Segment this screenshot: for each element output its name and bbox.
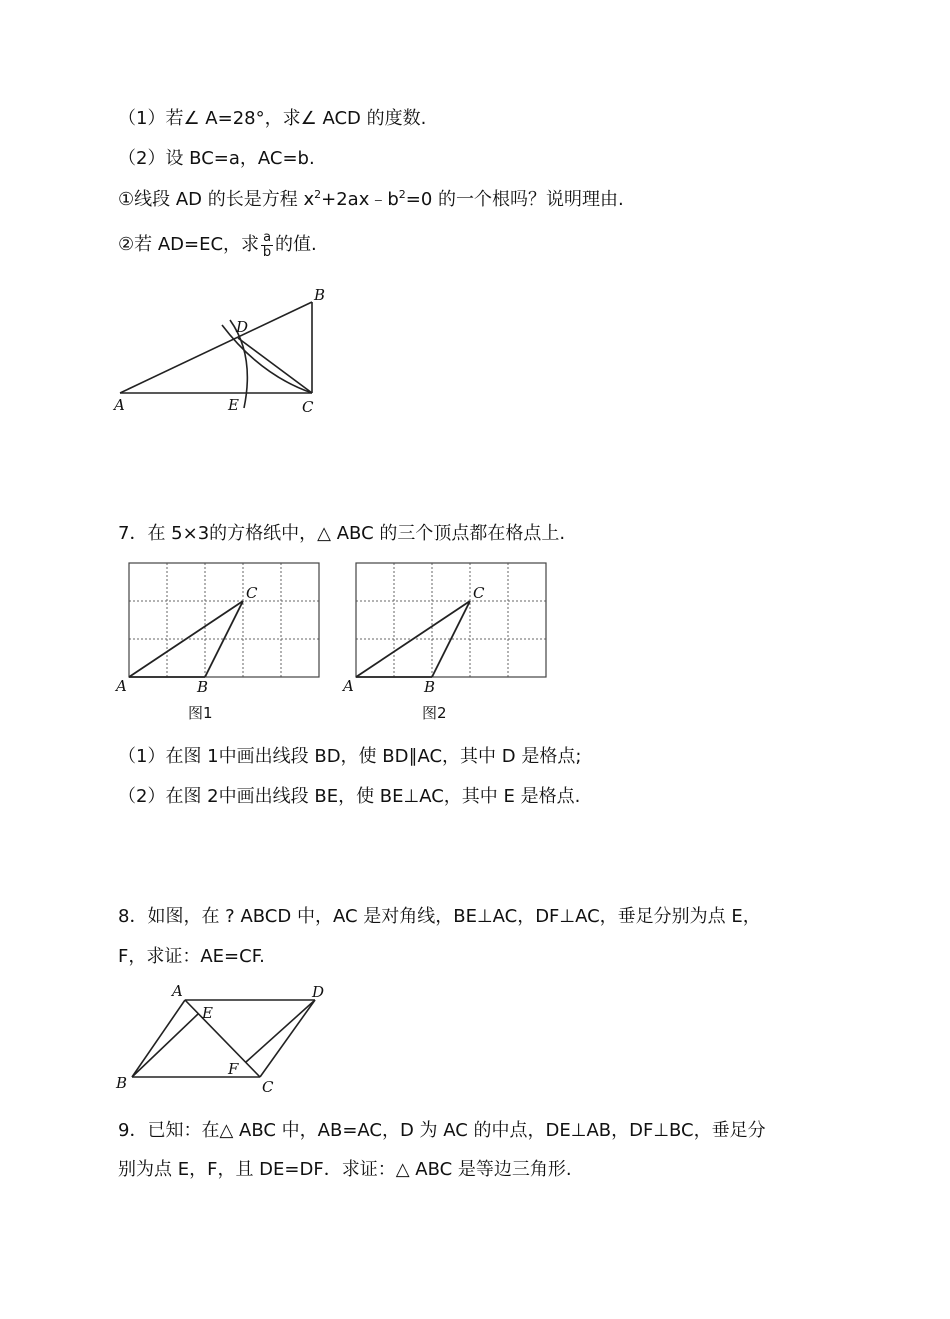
q7-part1: （1）在图 1中画出线段 BD，使 BD∥AC，其中 D 是格点; (118, 746, 582, 767)
label-a: A (172, 982, 183, 1000)
q6-part1: （1）若∠ A=28°，求∠ ACD 的度数. (118, 108, 427, 129)
label-c: C (246, 584, 258, 602)
label-f: F (228, 1060, 239, 1078)
fraction-denominator: b (262, 244, 272, 260)
label-a: A (116, 677, 127, 695)
q6-sub1-pre: ①线段 AD 的长是方程 x (118, 189, 315, 210)
label-a: A (114, 396, 125, 414)
q6-part2: （2）设 BC=a，AC=b. (118, 148, 315, 169)
segment-df (246, 1000, 315, 1062)
fraction-a-over-b (261, 231, 273, 260)
grid-lines-1 (129, 563, 319, 677)
label-d: D (312, 983, 325, 1001)
label-b: B (314, 286, 326, 304)
label-b: B (424, 678, 436, 696)
q6-sub2 (118, 230, 317, 260)
label-c: C (302, 398, 314, 416)
grid-border-2 (356, 563, 546, 677)
q6-sub1-post: =0 的一个根吗？说明理由. (405, 189, 624, 210)
q6-sub1-exp1: 2 (314, 188, 322, 201)
q6-sub2-pre: ②若 AD=EC，求 (118, 234, 260, 255)
diagonal-ac (185, 1000, 260, 1077)
segment-be (132, 1014, 198, 1077)
q7-stem: 7．在 5×3的方格纸中，△ ABC 的三个顶点都在格点上. (118, 523, 566, 544)
q6-sub2-post: 的值. (275, 234, 317, 255)
q9-stem-line2: 别为点 E，F，且 DE=DF．求证：△ ABC 是等边三角形. (118, 1159, 572, 1180)
fraction-numerator: a (263, 229, 272, 245)
segment-dc (260, 1000, 315, 1077)
segment-ba (132, 1000, 185, 1077)
q6-sub1 (118, 189, 624, 211)
segment-dc (238, 338, 312, 393)
label-c: C (473, 584, 485, 602)
q8-stem-line1: 8．如图，在 ? ABCD 中，AC 是对角线，BE⊥AC，DF⊥AC，垂足分别为点 E， (118, 906, 761, 927)
q8-figure (110, 980, 340, 1100)
q6-figure (110, 280, 350, 420)
q6-sub1-mid: +2ax﹣b (321, 189, 399, 210)
q6-sub1-exp2: 2 (398, 188, 406, 201)
grid-border-1 (129, 563, 319, 677)
figure-caption-1: 图1 (188, 704, 213, 722)
label-a: A (343, 677, 354, 695)
q7-part2: （2）在图 2中画出线段 BE，使 BE⊥AC，其中 E 是格点. (118, 786, 581, 807)
q8-stem-line2: F，求证：AE=CF. (118, 946, 265, 967)
label-d: D (236, 318, 249, 336)
q7-figure-1 (112, 558, 332, 728)
label-e: E (228, 396, 239, 414)
figure-caption-2: 图2 (422, 704, 447, 722)
q7-figure-2 (338, 558, 558, 728)
label-c: C (262, 1078, 274, 1096)
label-e: E (202, 1004, 213, 1022)
grid-lines-2 (356, 563, 546, 677)
q9-stem-line1: 9．已知：在△ ABC 中，AB=AC，D 为 AC 的中点，DE⊥AB，DF⊥BC，垂足分 (118, 1120, 766, 1141)
label-b: B (197, 678, 209, 696)
label-b: B (116, 1074, 128, 1092)
